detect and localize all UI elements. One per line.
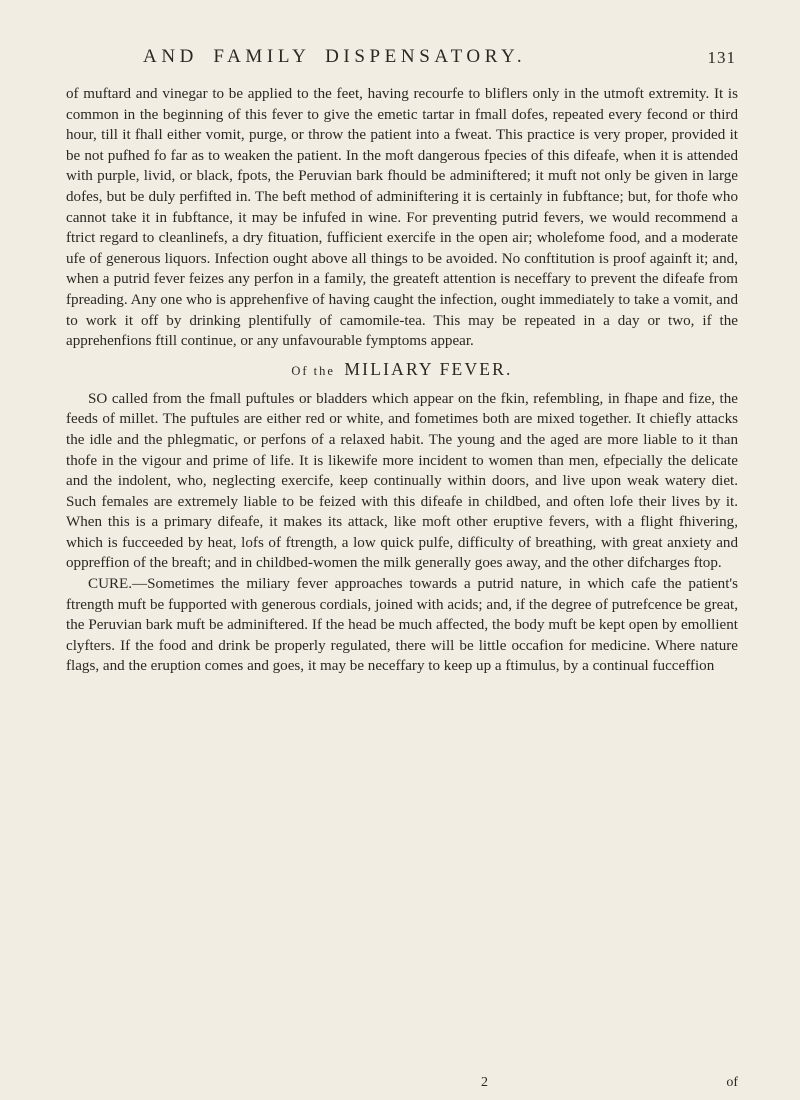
section-heading (66, 357, 738, 383)
page-number: 131 (707, 48, 736, 67)
paragraph-putrid-fever-treatment: of muftard and vinegar to be applied to the feet, having recourfe to bliflers only in the utmoft extremity. It is common in the beginning of this fever to give the emetic tartar in fmall dofes, repeated every fecond or third hour, till it fhall either vomit, purge, or throw the patient into a fweat. This practice is very proper, provided it be not pufhed fo far as to weaken the patient. In the moft dangerous fpecies of this difeafe, when it is attended with purple, livid, or black, fpots, the Peruvian bark fhould be adminiftered; it muft not only be given in large dofes, but be duly perfifted in. The beft method of adminiftering it is certainly in fubftance; but, for thofe who cannot take it in fubftance, it may be infufed in wine. For preventing putrid fevers, we would recommend a ftrict regard to cleanlinefs, a dry fituation, fufficient exercife in the open air; wholefome food, and a moderate ufe of generous liquors. Infection ought above all things to be avoided. No conftitution is proof againft it; and, when a putrid fever feizes any perfon in a family, the greateft attention is neceffary to prevent the difeafe from fpreading. Any one who is apprehenfive of having caught the infection, ought immediately to take a vomit, and to work it off by drinking plentifully of camomile-tea. This may be repeated in a day or two, if the apprehenfions ftill continue, or any unfavourable fymptoms appear. (66, 86, 738, 350)
paragraph-cure: CURE.—Sometimes the miliary fever approaches towards a putrid nature, in which cafe the patient's ftrength muft be fupported with generous cordials, joined with acids; and, if the degree of putrefcence be great, the Peruvian bark muft be adminiftered. If the head be much affected, the body muft be kept open by emollient clyfters. If the food and drink be properly regulated, there will be little occafion for medicine. Where nature flags, and the eruption comes and goes, it may be neceffary to keep up a ftimulus, by a continual fucceffion (66, 576, 738, 675)
paragraph-miliary-description: SO called from the fmall puftules or bladders which appear on the fkin, refembling, in fhape and fize, the feeds of millet. The puftules are either red or white, and fometimes both are mixed together. It chiefly attacks the idle and the phlegmatic, or perfons of a relaxed habit. The young and the aged are more liable to it than thofe in the vigour and prime of life. It is likewife more incident to women than men, efpecially the delicate and the indolent, who, neglecting exercife, keep continually within doors, and live upon weak watery diet. Such females are extremely liable to be feized with this difeafe in childbed, and often lofe their lives by it. When this is a primary difeafe, it makes its attack, like moft other eruptive fevers, with a flight fhivering, which is fucceeded by heat, lofs of ftrength, a low quick pulfe, difficulty of breathing, with great anxiety and oppreffion of the breaft; and in childbed-women the milk generally goes away, and the other difcharges ftop. (66, 390, 738, 572)
signature-mark: 2 (481, 1075, 488, 1090)
catchword: of (726, 1075, 738, 1090)
section-heading-title: MILIARY FEVER. (344, 358, 513, 379)
body-text (66, 84, 738, 677)
running-title: AND FAMILY DISPENSATORY. (143, 46, 527, 67)
section-heading-prefix: Of the (291, 363, 335, 378)
page-footer (66, 1075, 738, 1097)
running-head (0, 46, 800, 76)
